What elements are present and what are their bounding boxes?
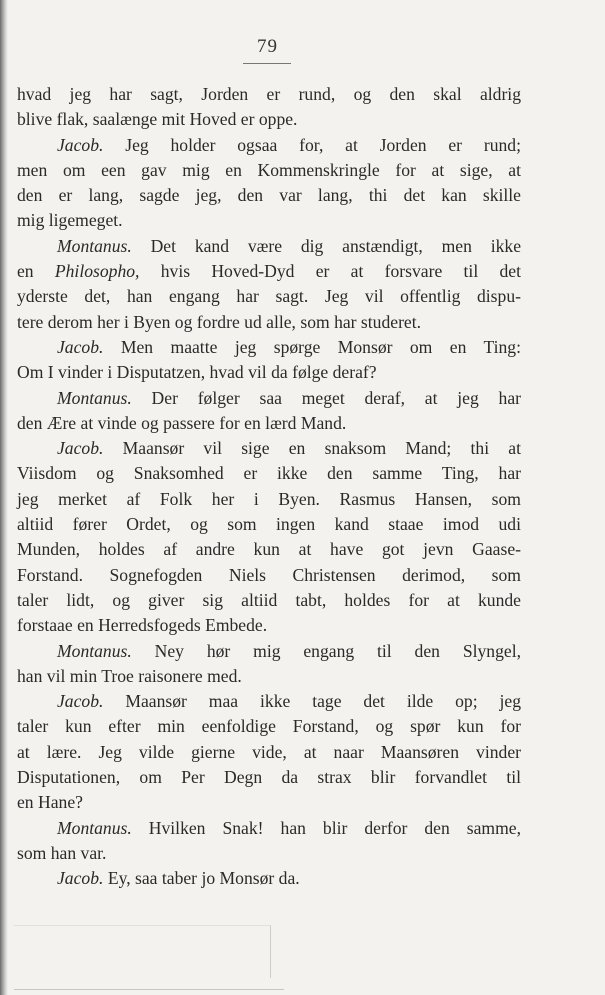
text-line: Forstand. Sognefogden Niels Christensen derimod, som: [17, 564, 521, 585]
speech-line: Jacob. Men maatte jeg spørge Monsør om en Ting:: [57, 336, 521, 357]
text-line: hvad jeg har sagt, Jorden er rund, og den skal aldrig: [17, 84, 521, 104]
text-line: Om I vinder i Disputatzen, hvad vil da følge deraf?: [17, 362, 377, 383]
text-line: altiid fører Ordet, og som ingen kand staae imod udi: [17, 514, 521, 535]
text-line: at lære. Jeg vilde gierne vide, at naar Maansøren vinder: [17, 741, 521, 762]
scan-artifact-box: [14, 925, 271, 978]
text-line: Munden, holdes af andre kun at have got jevn Gaase-: [17, 539, 521, 560]
text-line: den er lang, sagde jeg, den var lang, thi det kan skille: [17, 185, 521, 206]
page-number-rule: [243, 63, 291, 64]
text-line: en Philosopho, hvis Hoved-Dyd er at forsvare til det: [17, 261, 521, 282]
speaker-name: Jacob.: [57, 438, 104, 459]
speech-line: Montanus. Ney hør mig engang til den Slyngel,: [57, 640, 521, 661]
text-line: men om een gav mig en Kommenskringle for at sige, at: [17, 159, 521, 180]
text-line: Viisdom og Snaksomhed er ikke den samme Ting, har: [17, 463, 521, 484]
book-spine-shadow: [0, 0, 8, 995]
text-line: den Ære at vinde og passere for en lærd Mand.: [17, 412, 347, 433]
speaker-name: Montanus.: [57, 817, 132, 838]
latin-word: Philosopho,: [54, 261, 140, 282]
page-number: 79: [257, 36, 278, 57]
text-line: Disputationen, om Per Degn da strax blir forvandlet til: [17, 767, 521, 788]
speaker-name: Montanus.: [57, 640, 132, 661]
speech-line: Jacob. Maansør maa ikke tage det ilde op; jeg: [57, 691, 521, 712]
speech-line: Montanus. Der følger saa meget deraf, at jeg har: [57, 387, 521, 408]
text-line: som han var.: [17, 842, 107, 863]
speech-line: Jacob. Ey, saa taber jo Monsør da.: [57, 868, 300, 889]
dialogue-text: [17, 82, 521, 892]
speaker-name: Jacob.: [57, 336, 104, 357]
scan-artifact-rule: [14, 989, 284, 990]
speech-line: Montanus. Hvilken Snak! han blir derfor den samme,: [57, 817, 521, 838]
text-line: blive flak, saalænge mit Hoved er oppe.: [17, 109, 298, 130]
text-line: taler kun efter min eenfoldige Forstand, og spør kun for: [17, 716, 521, 737]
speaker-name: Jacob.: [57, 134, 104, 155]
text-line: forstaae en Herredsfogeds Embede.: [17, 615, 268, 636]
text-line: en Hane?: [17, 792, 83, 813]
text-line: mig ligemeget.: [17, 210, 123, 231]
text-line: jeg merket af Folk her i Byen. Rasmus Hansen, som: [17, 488, 521, 509]
speaker-name: Jacob.: [57, 868, 104, 889]
text-line: han vil min Troe raisonere med.: [17, 665, 242, 686]
speaker-name: Jacob.: [57, 691, 104, 712]
speaker-name: Montanus.: [57, 387, 132, 408]
text-line: taler lidt, og giver sig altiid tabt, holdes for at kunde: [17, 589, 521, 610]
speech-line: Jacob. Jeg holder ogsaa for, at Jorden er rund;: [57, 134, 521, 155]
text-line: yderste det, han engang har sagt. Jeg vil offentlig dispu-: [17, 286, 521, 307]
speaker-name: Montanus.: [57, 235, 132, 256]
speech-line: Jacob. Maansør vil sige en snaksom Mand; thi at: [57, 438, 521, 459]
text-line: tere derom her i Byen og fordre ud alle, som har studeret.: [17, 311, 422, 332]
speech-line: Montanus. Det kand være dig anstændigt, men ikke: [57, 235, 521, 256]
